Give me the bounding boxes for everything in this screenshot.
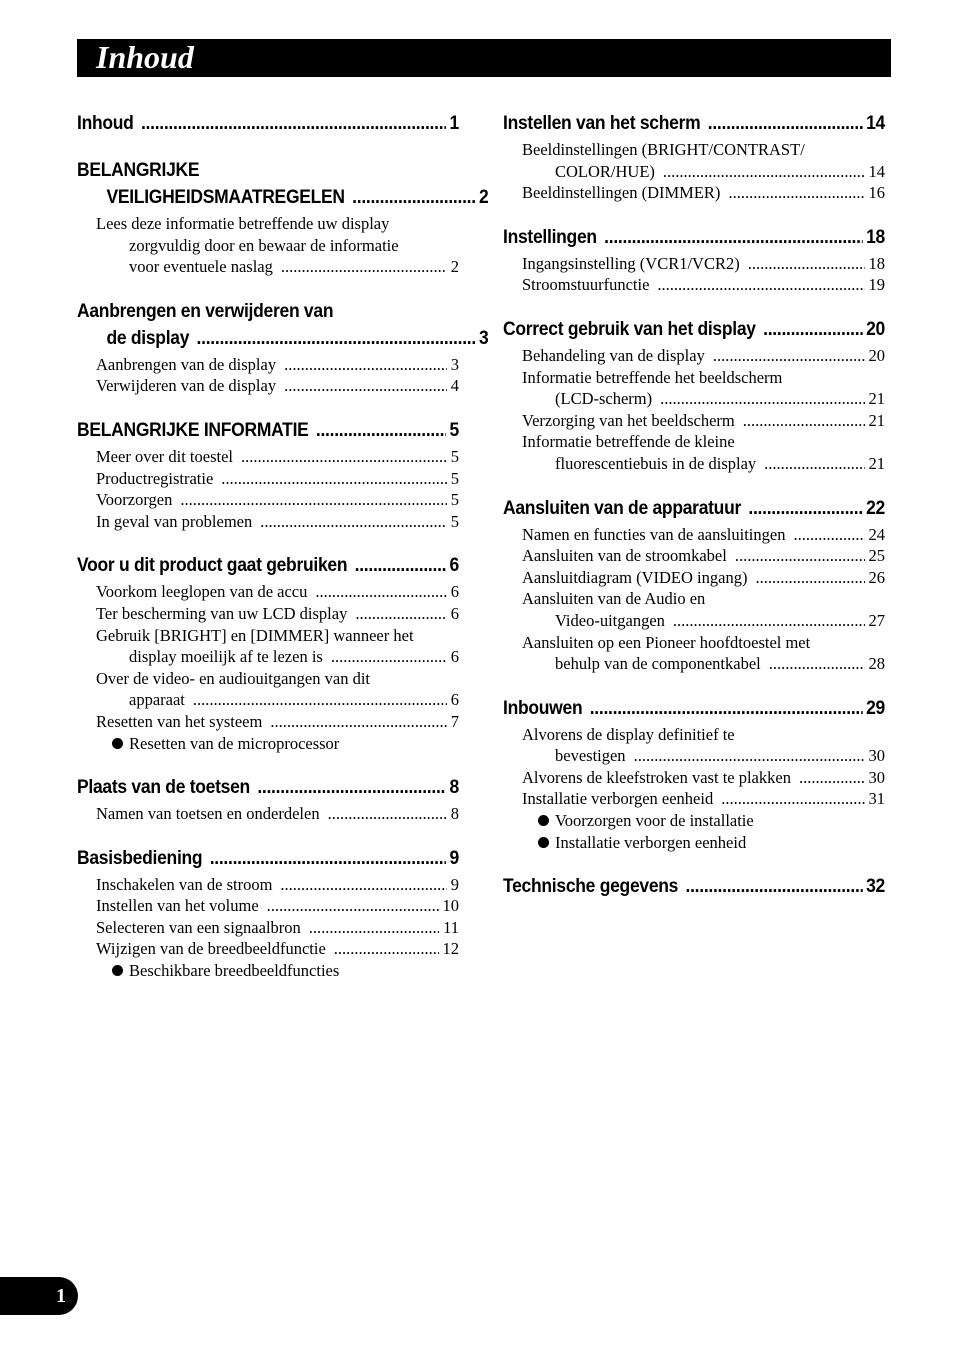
toc-page-number: 30: [868, 746, 885, 766]
toc-page-number: 6: [450, 582, 459, 602]
toc-bullet-text: Installatie verborgen eenheid: [555, 832, 747, 852]
toc-page-number: 26: [868, 567, 885, 587]
toc-section-veiligheid: [77, 157, 489, 278]
toc-entry[interactable]: [503, 545, 885, 567]
toc-page-number: 4: [450, 376, 459, 396]
toc-section-technisch: [503, 873, 885, 900]
toc-heading[interactable]: [503, 110, 885, 137]
toc-page-number: 25: [868, 546, 885, 566]
toc-entry-text: Namen en functies van de aansluitingen: [522, 524, 786, 544]
toc-page-number: 9: [449, 847, 460, 869]
toc-page-number: 22: [866, 497, 886, 519]
toc-entry[interactable]: [503, 453, 885, 475]
toc-entry-text: Voorkom leeglopen van de accu: [96, 582, 308, 602]
toc-section-correct: [503, 316, 885, 475]
toc-heading-title: Correct gebruik van het display: [503, 318, 756, 340]
toc-heading-title: Instellen van het scherm: [503, 113, 701, 134]
toc-heading[interactable]: [503, 695, 885, 722]
toc-entry[interactable]: [77, 446, 459, 468]
toc-heading-title: BELANGRIJKE INFORMATIE: [77, 419, 309, 441]
toc-page-number: 10: [442, 896, 459, 916]
toc-page-number: 1: [449, 113, 460, 134]
toc-entry-text: Voorzorgen: [96, 490, 173, 510]
toc-column-left: [77, 110, 489, 1002]
toc-page-number: 24: [868, 524, 885, 544]
toc-section-informatie: [77, 417, 459, 532]
toc-page-number: 6: [450, 647, 459, 667]
toc-page-number: 19: [868, 275, 885, 295]
toc-bullet-text: Resetten van de microprocessor: [129, 733, 340, 753]
toc-page-number: 14: [868, 161, 885, 181]
toc-heading-title: VEILIGHEIDSMAATREGELEN: [106, 187, 345, 208]
toc-entry-text: (LCD-scherm): [555, 389, 653, 409]
toc-entry[interactable]: [503, 274, 885, 296]
toc-entry-line[interactable]: Informatie betreffende de kleine: [522, 432, 735, 452]
toc-page-number: 21: [868, 389, 885, 409]
toc-entry-text: Resetten van het systeem: [96, 711, 263, 731]
toc-page-number: 5: [450, 446, 459, 466]
bullet-icon: [112, 965, 123, 976]
toc-entry-line[interactable]: Over de video- en audiouitgangen van dit: [96, 668, 370, 688]
toc-entry[interactable]: [503, 567, 885, 589]
toc-heading-line[interactable]: Aanbrengen en verwijderen van: [77, 300, 334, 322]
toc-entry-text: Aanbrengen van de display: [96, 354, 277, 374]
toc-heading-title: Technische gegevens: [503, 876, 679, 898]
toc-page-number: 18: [868, 253, 885, 273]
toc-page-number: 8: [449, 777, 460, 799]
toc-entry-text: Wijzigen van de breedbeeldfunctie: [96, 939, 326, 959]
toc-entry[interactable]: [503, 410, 885, 432]
toc-heading-title: Inhoud: [77, 113, 134, 134]
toc-entry[interactable]: [503, 767, 885, 789]
toc-heading[interactable]: [77, 845, 459, 872]
toc-entry-line[interactable]: Gebruik [BRIGHT] en [DIMMER] wanneer het: [96, 625, 414, 645]
toc-page-number: 21: [868, 453, 885, 473]
toc-entry[interactable]: [77, 581, 459, 603]
toc-page-number: 30: [868, 767, 885, 787]
toc-entry[interactable]: [503, 253, 885, 275]
toc-entry-text: Stroomstuurfunctie: [522, 275, 650, 295]
page-number: 1: [56, 1285, 66, 1307]
toc-page-number: 5: [450, 511, 459, 531]
toc-entry[interactable]: [77, 938, 459, 960]
toc-bullet-entry[interactable]: [503, 832, 885, 854]
toc-page-number: 6: [450, 690, 459, 710]
toc-entry-text: Beeldinstellingen (DIMMER): [522, 183, 721, 203]
toc-page-number: 8: [450, 804, 459, 824]
toc-page-number: 18: [866, 226, 886, 248]
toc-heading[interactable]: [77, 184, 488, 211]
toc-entry-line[interactable]: Informatie betreffende het beeldscherm: [522, 367, 783, 387]
toc-page-number: 3: [478, 327, 489, 349]
toc-entry[interactable]: [77, 354, 459, 376]
page-number-tab: [0, 1277, 78, 1315]
toc-entry[interactable]: [77, 689, 459, 711]
toc-entry[interactable]: [503, 745, 885, 767]
toc-page-number: 20: [866, 318, 886, 340]
toc-entry[interactable]: [77, 874, 459, 896]
toc-entry[interactable]: [77, 646, 459, 668]
toc-entry-text: Selecteren van een signaalbron: [96, 917, 301, 937]
toc-page-number: 3: [450, 354, 459, 374]
toc-bullet-text: Voorzorgen voor de installatie: [555, 811, 754, 831]
toc-section-inbouwen: [503, 695, 885, 854]
toc-entry-text: Installatie verborgen eenheid: [522, 789, 714, 809]
toc-page-number: 6: [450, 603, 459, 623]
toc-entry[interactable]: [77, 489, 459, 511]
toc-entry-line[interactable]: Aansluiten op een Pioneer hoofdtoestel met: [522, 632, 811, 652]
toc-entry-text: fluorescentiebuis in de display: [555, 453, 757, 473]
toc-page-number: 5: [450, 490, 459, 510]
toc-entry-text: Verzorging van het beeldscherm: [522, 410, 735, 430]
toc-entry[interactable]: [503, 788, 885, 810]
toc-bullet-entry[interactable]: [77, 733, 459, 755]
page-title: Inhoud: [96, 39, 194, 75]
toc-heading[interactable]: [77, 325, 488, 352]
toc-page-number: 21: [868, 410, 885, 430]
toc-section-toetsen: [77, 774, 459, 825]
toc-entry[interactable]: [77, 375, 459, 397]
toc-entry[interactable]: [503, 182, 885, 204]
toc-entry[interactable]: [77, 917, 459, 939]
toc-entry[interactable]: [503, 524, 885, 546]
toc-page-number: 2: [478, 187, 489, 208]
toc-heading-title: Inbouwen: [503, 697, 583, 719]
toc-entry-text: Behandeling van de display: [522, 345, 705, 365]
toc-heading[interactable]: [503, 495, 885, 522]
toc-heading-title: Aansluiten van de apparatuur: [503, 497, 742, 519]
bullet-icon: [538, 815, 549, 826]
toc-page-number: 14: [866, 113, 886, 134]
toc-heading-title: de display: [106, 327, 190, 349]
toc-entry-line[interactable]: Lees deze informatie betreffende uw display: [96, 214, 390, 233]
title-bar: [77, 39, 891, 77]
toc-page-number: 31: [868, 789, 885, 809]
toc-page-number: 28: [868, 654, 885, 674]
toc-entry-text: Productregistratie: [96, 468, 214, 488]
toc-page-number: 6: [449, 555, 460, 577]
toc-entry[interactable]: [503, 653, 885, 675]
toc-heading-title: Basisbediening: [77, 847, 203, 869]
toc-entry[interactable]: [503, 161, 885, 183]
toc-entry[interactable]: [77, 895, 459, 917]
toc-heading-title: Instellingen: [503, 226, 597, 248]
toc-entry-text: Ter bescherming van uw LCD display: [96, 603, 348, 623]
toc-entry[interactable]: [77, 256, 459, 278]
toc-heading[interactable]: [503, 224, 885, 251]
toc-entry-text: Aansluiten van de stroomkabel: [522, 546, 727, 566]
toc-section-instellingen: [503, 224, 885, 296]
toc-column-right: [503, 110, 885, 920]
toc-section-aanbrengen: [77, 298, 489, 397]
toc-entry-text: In geval van problemen: [96, 511, 253, 531]
toc-section-scherm: [503, 110, 885, 204]
toc-entry-text: behulp van de componentkabel: [555, 654, 761, 674]
toc-page-number: 20: [868, 345, 885, 365]
toc-page-number: 5: [450, 468, 459, 488]
toc-heading[interactable]: [503, 316, 885, 343]
bullet-icon: [538, 837, 549, 848]
toc-bullet-entry[interactable]: [77, 960, 459, 982]
toc-entry-line[interactable]: zorgvuldig door en bewaar de informatie: [129, 235, 399, 255]
toc-entry[interactable]: [503, 610, 885, 632]
toc-page-number: 16: [868, 183, 885, 203]
toc-entry-text: Inschakelen van de stroom: [96, 874, 273, 894]
toc-heading[interactable]: [77, 774, 459, 801]
toc-entry[interactable]: [77, 711, 459, 733]
toc-entry-line[interactable]: Beeldinstellingen (BRIGHT/CONTRAST/: [522, 140, 805, 159]
toc-section-aansluiten: [503, 495, 885, 675]
toc-heading-line[interactable]: BELANGRIJKE: [77, 160, 200, 181]
toc-entry[interactable]: [77, 468, 459, 490]
toc-heading[interactable]: [77, 417, 459, 444]
toc-page-number: 27: [868, 610, 885, 630]
toc-page-number: 2: [450, 257, 459, 277]
toc-entry-text: Aansluitdiagram (VIDEO ingang): [522, 567, 748, 587]
toc-section-voor-gebruik: [77, 552, 459, 754]
toc-section-basis: [77, 845, 459, 982]
toc-section-inhoud: [77, 110, 459, 137]
toc-entry[interactable]: [77, 603, 459, 625]
toc-entry[interactable]: [503, 388, 885, 410]
toc-heading[interactable]: [503, 873, 885, 900]
toc-page-number: 32: [866, 876, 886, 898]
toc-entry-text: Verwijderen van de display: [96, 376, 277, 396]
toc-entry-text: apparaat: [129, 690, 185, 710]
toc-entry-line[interactable]: Alvorens de display definitief te: [522, 724, 735, 744]
toc-entry-text: voor eventuele naslag: [129, 257, 273, 277]
toc-entry-text: COLOR/HUE): [555, 161, 655, 181]
toc-page-number: 29: [866, 697, 886, 719]
toc-entry-text: Instellen van het volume: [96, 896, 259, 916]
toc-entry[interactable]: [77, 511, 459, 533]
toc-entry[interactable]: [503, 345, 885, 367]
toc-page-number: 11: [443, 917, 459, 937]
toc-entry[interactable]: [77, 803, 459, 825]
toc-heading[interactable]: [77, 552, 459, 579]
toc-heading-title: Voor u dit product gaat gebruiken: [77, 555, 348, 577]
toc-entry-text: bevestigen: [555, 746, 626, 766]
bullet-icon: [112, 738, 123, 749]
toc-entry-text: display moeilijk af te lezen is: [129, 647, 323, 667]
toc-entry-text: Meer over dit toestel: [96, 446, 233, 466]
toc-bullet-text: Beschikbare breedbeeldfuncties: [129, 961, 340, 981]
toc-entry-text: Ingangsinstelling (VCR1/VCR2): [522, 253, 740, 273]
toc-entry-text: Namen van toetsen en onderdelen: [96, 804, 320, 824]
toc-page-number: 7: [450, 711, 459, 731]
toc-page-number: 5: [449, 419, 460, 441]
toc-heading[interactable]: [77, 110, 459, 137]
toc-entry-line[interactable]: Aansluiten van de Audio en: [522, 589, 706, 609]
toc-entry-text: Video-uitgangen: [555, 610, 665, 630]
toc-entry-text: Alvorens de kleefstroken vast te plakken: [522, 767, 791, 787]
toc-page-number: 9: [450, 874, 459, 894]
toc-heading-title: Plaats van de toetsen: [77, 777, 250, 799]
toc-page-number: 12: [442, 939, 459, 959]
toc-bullet-entry[interactable]: [503, 810, 885, 832]
